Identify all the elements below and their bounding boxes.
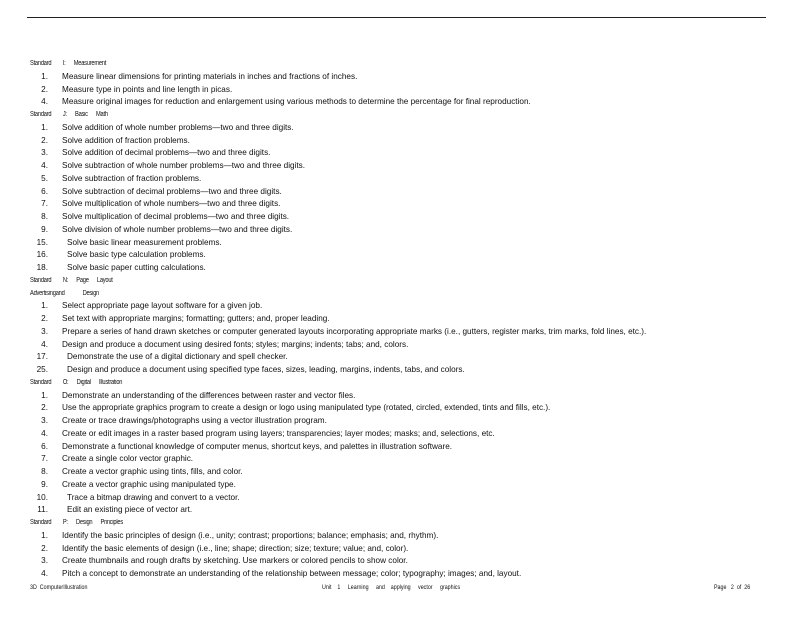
standard-title: Basic: [74, 111, 88, 118]
item-number: 4.: [41, 569, 48, 578]
standard-subtitle: Advertisingand: [30, 289, 65, 297]
item-text: Solve division of whole number problems—two and three digits.: [62, 224, 293, 234]
item-text: Create a vector graphic using manipulated type.: [62, 479, 236, 489]
standard-code: J:: [62, 111, 67, 118]
item-number: 6.: [41, 186, 48, 196]
item-number: 3.: [41, 556, 48, 566]
standard-heading: [30, 377, 122, 389]
item-text: Solve subtraction of whole number problems—two and three digits.: [62, 161, 306, 170]
item-text: Demonstrate a functional knowledge of computer menus, shortcut keys, and palettes in illustration software.: [62, 441, 453, 451]
standard-code: I:: [62, 60, 66, 67]
item-number: 5.: [41, 173, 48, 183]
item-number: 17.: [36, 352, 48, 362]
item-number: 15.: [36, 237, 48, 247]
item-text: Solve multiplication of whole numbers—two and three digits.: [62, 199, 281, 209]
item-text: Demonstrate an understanding of the differences between raster and vector files.: [62, 390, 356, 400]
item-text: Design and produce a document using specified type faces, sizes, leading, margins, indents, tabs, and colors.: [67, 365, 465, 374]
item-text: Create a single color vector graphic.: [62, 454, 194, 464]
standard-subheading: [30, 288, 99, 300]
standard-label: Standard: [30, 519, 52, 526]
item-number: 4.: [41, 161, 48, 170]
item-number: 18.: [36, 263, 48, 272]
item-number: 11.: [37, 505, 48, 515]
item-number: 4.: [41, 97, 48, 107]
item-text: Trace a bitmap drawing and convert to a vector.: [67, 492, 240, 502]
item-text: Create thumbnails and rough drafts by sketching. Use markers or colored pencils to show color.: [62, 556, 408, 566]
standard-heading: [30, 109, 108, 121]
item-text: Create or trace drawings/photographs using a vector illustration program.: [62, 416, 327, 425]
item-number: 2.: [41, 84, 48, 94]
item-number: 4.: [41, 339, 48, 349]
standard-title: Principles: [100, 519, 123, 526]
standard-subtitle: Design: [82, 289, 99, 297]
item-number: 1.: [41, 122, 48, 132]
item-number: 10.: [36, 492, 48, 502]
item-text: Use the appropriate graphics program to create a design or logo using manipulated type (rotated, circled, extended, tints and fills, etc.).: [62, 403, 551, 413]
item-text: Measure type in points and line length in picas.: [62, 84, 233, 94]
item-number: 9.: [41, 479, 48, 489]
item-number: 16.: [36, 250, 48, 260]
footer-page-number: Page 2 of 26: [714, 584, 751, 591]
item-number: 3.: [41, 416, 48, 425]
standard-code: N:: [62, 276, 69, 284]
item-text: Solve multiplication of decimal problems—two and three digits.: [62, 212, 290, 221]
standard-title: Illustration: [99, 378, 123, 386]
item-number: 1.: [41, 390, 48, 400]
item-text: Measure linear dimensions for printing materials in inches and fractions of inches.: [62, 71, 358, 81]
item-text: Identify the basic elements of design (i.e., line; shape; direction; size; texture; value; and, color).: [62, 543, 409, 553]
item-number: 25.: [36, 365, 48, 374]
item-text: Solve addition of decimal problems—two and three digits.: [62, 148, 271, 158]
standard-label: Standard: [30, 378, 52, 386]
item-text: Measure original images for reduction and enlargement using various methods to determine the percentage for final reproduction.: [62, 97, 531, 107]
item-number: 3.: [41, 326, 48, 336]
item-text: Solve subtraction of decimal problems—two and three digits.: [62, 186, 282, 196]
standard-title: Page: [76, 276, 89, 284]
footer-center: Unit 1 Learning and applying vector graphics: [322, 584, 461, 591]
item-text: Solve basic linear measurement problems.: [67, 237, 222, 247]
item-number: 1.: [41, 530, 48, 540]
standard-code: O:: [62, 378, 69, 386]
item-text: Create a vector graphic using tints, fills, and color.: [62, 467, 243, 476]
standard-title: Math: [96, 111, 108, 118]
item-text: Solve addition of whole number problems—two and three digits.: [62, 122, 294, 132]
item-number: 8.: [41, 212, 48, 221]
item-text: Edit an existing piece of vector art.: [67, 505, 193, 515]
item-number: 2.: [41, 543, 48, 553]
standard-title: Measurement: [73, 60, 107, 67]
item-number: 4.: [41, 428, 48, 438]
item-number: 6.: [41, 441, 48, 451]
standard-code: P:: [62, 519, 68, 526]
item-number: 3.: [41, 148, 48, 158]
standard-heading: [30, 517, 123, 529]
item-number: 1.: [41, 301, 48, 311]
item-text: Create or edit images in a raster based program using layers; transparencies; layer modes; masks; and, selections, etc.: [62, 428, 495, 438]
item-text: Prepare a series of hand drawn sketches or computer generated layouts incorporating appropriate marks (i.e., gutters, register marks, trim marks, fold lines, etc.).: [62, 326, 647, 336]
standard-heading: [30, 275, 113, 287]
item-text: Identify the basic principles of design (i.e., unity; contrast; proportions; balance; emphasis; and, rhythm).: [62, 530, 439, 540]
standard-heading: [30, 58, 106, 70]
standard-title: Design: [75, 519, 93, 526]
footer-left: 3D ComputerIllustration: [30, 584, 88, 591]
item-text: Select appropriate page layout software for a given job.: [62, 301, 263, 311]
standard-label: Standard: [30, 60, 52, 67]
item-number: 7.: [41, 454, 48, 464]
item-text: Set text with appropriate margins; formatting; gutters; and, proper leading.: [62, 314, 330, 323]
standard-title: Digital: [76, 378, 91, 386]
item-number: 2.: [41, 314, 48, 323]
item-number: 7.: [41, 199, 48, 209]
item-text: Pitch a concept to demonstrate an understanding of the relationship between message; color; typography; images; and, layout.: [62, 569, 522, 578]
item-number: 2.: [41, 403, 48, 413]
item-number: 2.: [41, 135, 48, 145]
item-text: Design and produce a document using desired fonts; styles; margins; indents; tabs; and, colors.: [62, 339, 409, 349]
standard-label: Standard: [30, 111, 52, 118]
item-number: 9.: [41, 224, 48, 234]
standard-title: Layout: [96, 276, 113, 284]
standard-label: Standard: [30, 276, 52, 284]
item-text: Solve addition of fraction problems.: [62, 135, 190, 145]
item-text: Solve basic type calculation problems.: [67, 250, 206, 260]
item-number: 8.: [41, 467, 48, 476]
item-text: Solve basic paper cutting calculations.: [67, 263, 206, 272]
item-text: Solve subtraction of fraction problems.: [62, 173, 202, 183]
item-text: Demonstrate the use of a digital dictionary and spell checker.: [67, 352, 288, 362]
item-number: 1.: [41, 71, 48, 81]
